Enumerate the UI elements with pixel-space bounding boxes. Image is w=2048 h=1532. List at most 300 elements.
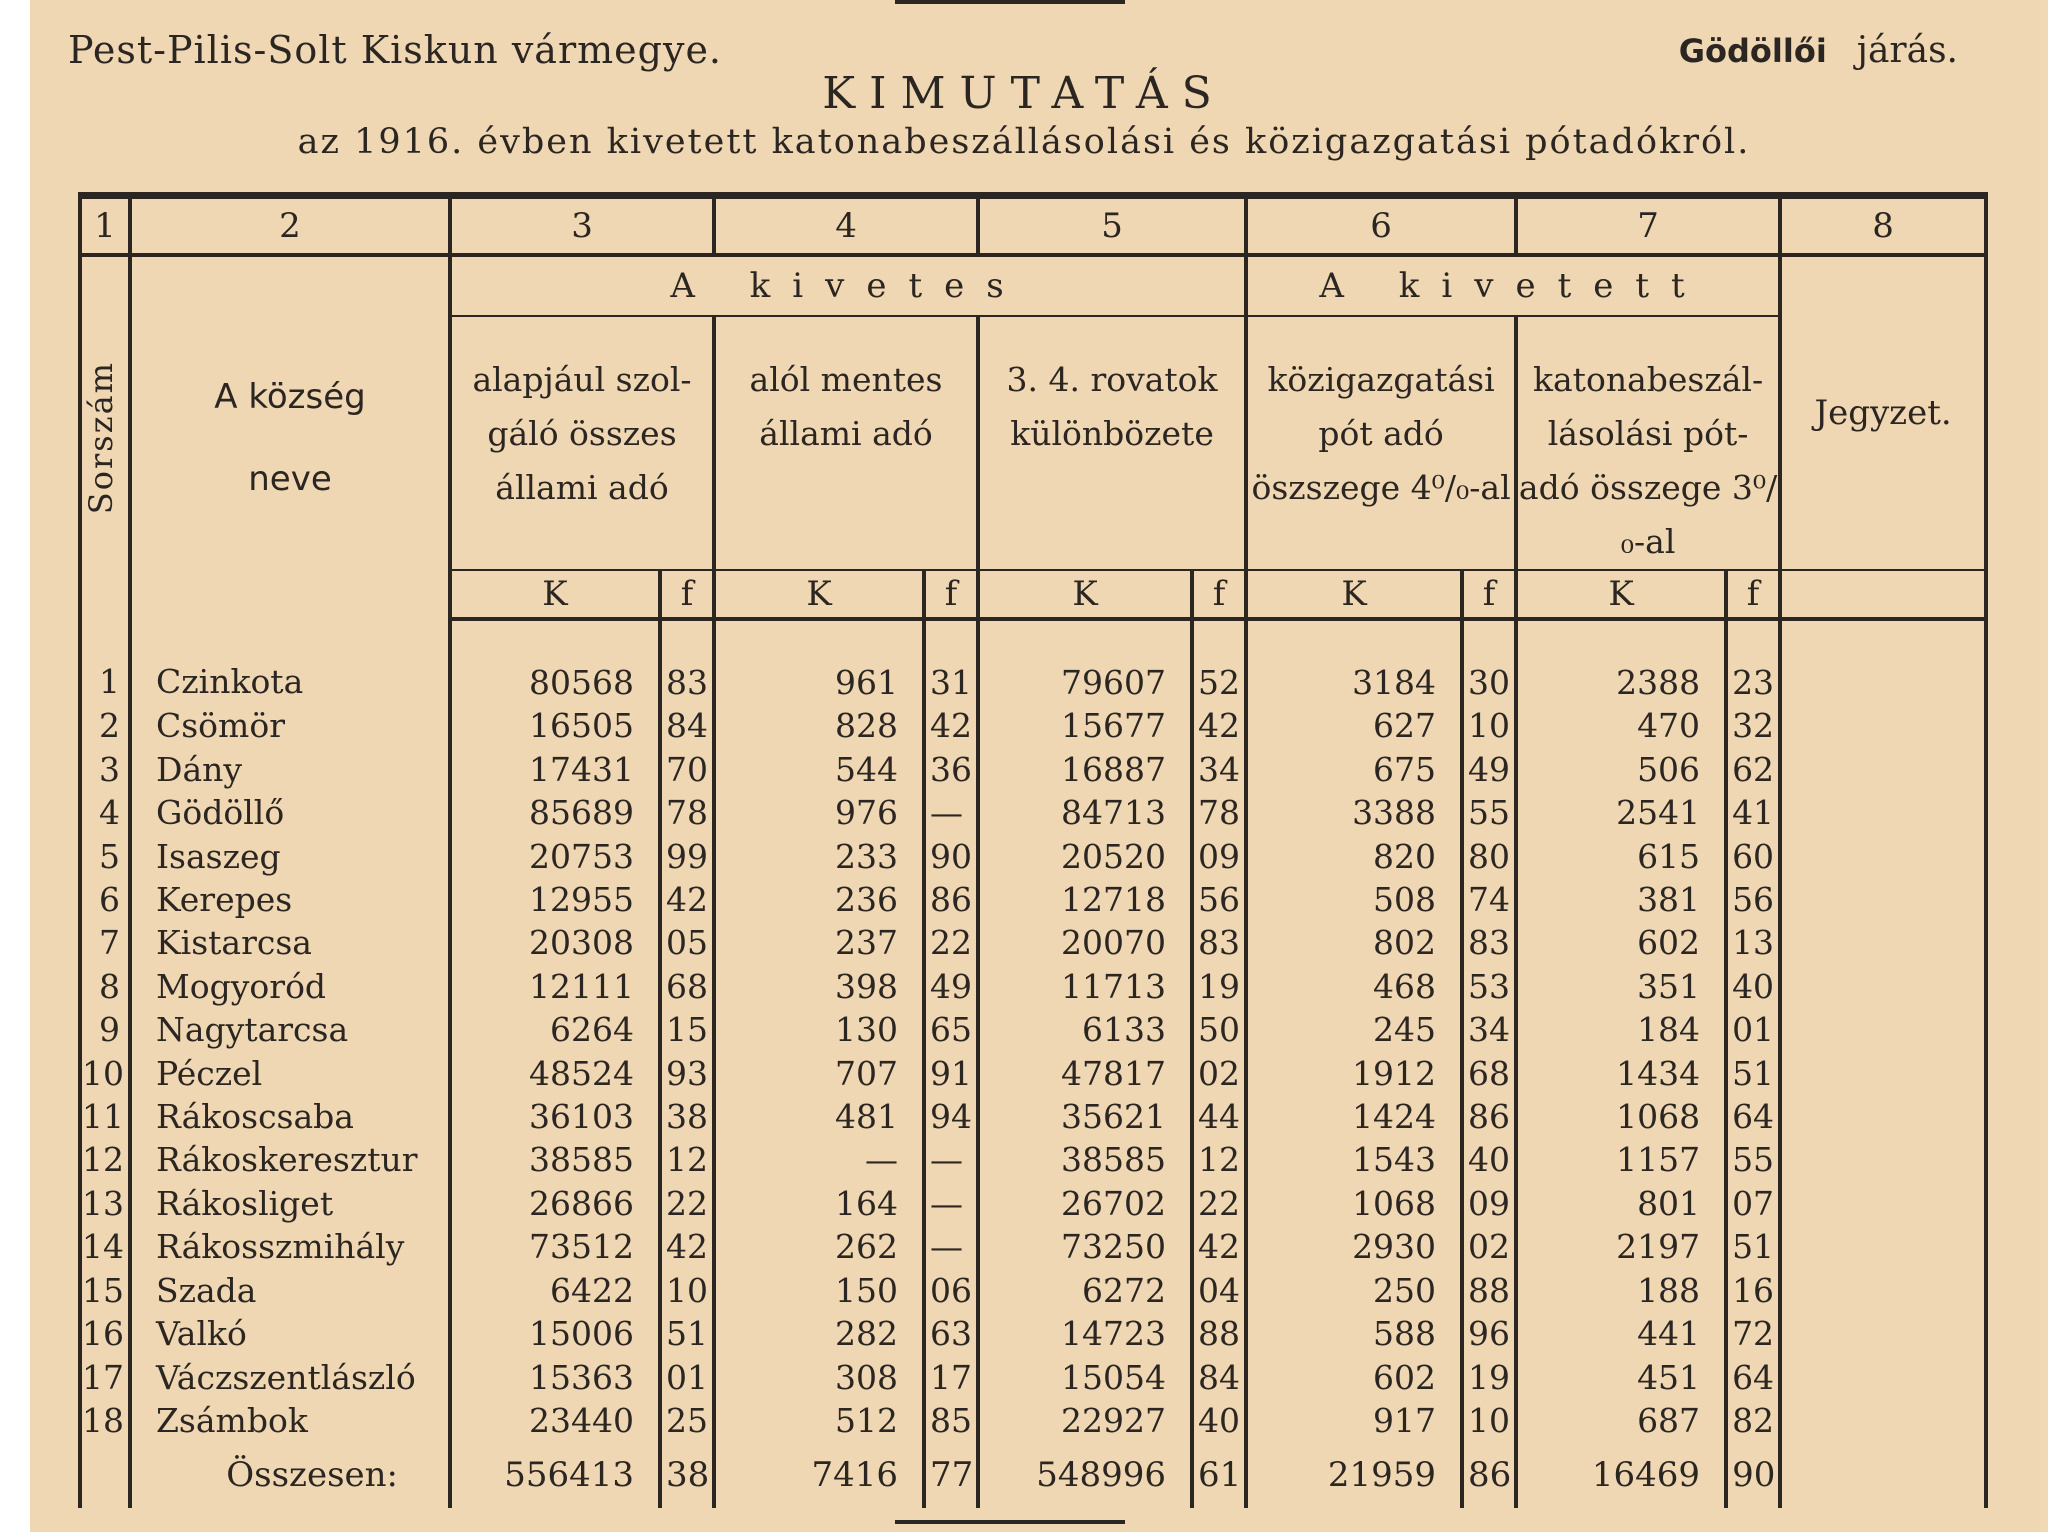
cell-note [1780, 1182, 1986, 1225]
cell-c5k: 35621 [978, 1095, 1192, 1138]
cell-c3k: 26866 [450, 1182, 660, 1225]
cell-n: 7 [80, 921, 130, 964]
table-row [80, 1312, 1986, 1355]
cell-c5k: 15677 [978, 704, 1192, 747]
cell-c7k: 451 [1516, 1356, 1726, 1399]
cell-c5k: 22927 [978, 1399, 1192, 1442]
cell-c3k: 6264 [450, 1008, 660, 1051]
cell-n: 18 [80, 1399, 130, 1442]
cell-c4f: 94 [924, 1095, 978, 1138]
cell-c3f: 01 [660, 1356, 714, 1399]
cell-c5k: 15054 [978, 1356, 1192, 1399]
f-label: f [660, 570, 714, 619]
cell-c4k: 481 [714, 1095, 924, 1138]
cell-c5k: 11713 [978, 965, 1192, 1008]
cell-c7k: 470 [1516, 704, 1726, 747]
top-rule [895, 0, 1125, 4]
cell-c4k: — [714, 1138, 924, 1181]
district-bold: Gödöllői [1678, 32, 1827, 70]
cell-c6k: 602 [1246, 1356, 1462, 1399]
cell-c4f: 31 [924, 619, 978, 704]
cell-c6k: 675 [1246, 748, 1462, 791]
table-row [80, 791, 1986, 834]
cell-c6k: 468 [1246, 965, 1462, 1008]
k-label: K [1516, 570, 1726, 619]
cell-c5f: 04 [1192, 1269, 1246, 1312]
cell-c5k: 79607 [978, 619, 1192, 704]
cell-c7k: 184 [1516, 1008, 1726, 1051]
jegyzet-header: Jegyzet. [1780, 255, 1986, 570]
f-label: f [1462, 570, 1516, 619]
cell-c4k: 233 [714, 835, 924, 878]
cell-c7f: 56 [1726, 878, 1780, 921]
table-row [80, 1356, 1986, 1399]
table-row [80, 619, 1986, 704]
cell-c7k: 351 [1516, 965, 1726, 1008]
cell-c3k: 85689 [450, 791, 660, 834]
cell-c3f: 42 [660, 1225, 714, 1268]
cell-n: 8 [80, 965, 130, 1008]
cell-c7f: 64 [1726, 1356, 1780, 1399]
cell-name: Szada [130, 1269, 450, 1312]
cell-c6f: 34 [1462, 1008, 1516, 1051]
table-row [80, 704, 1986, 747]
cell-c5k: 84713 [978, 791, 1192, 834]
k-label: K [978, 570, 1192, 619]
sorszam-header [80, 255, 130, 619]
cell-c6k: 820 [1246, 835, 1462, 878]
cell-note [1780, 1356, 1986, 1399]
cell-n: 6 [80, 878, 130, 921]
cell-c6k: 1068 [1246, 1182, 1462, 1225]
cell-c3k: 23440 [450, 1399, 660, 1442]
col-num: 8 [1780, 196, 1986, 256]
cell-c3k: 16505 [450, 704, 660, 747]
cell-c6f: 80 [1462, 835, 1516, 878]
cell-c3f: 83 [660, 619, 714, 704]
cell-c5f: 42 [1192, 1225, 1246, 1268]
bottom-rule [895, 1520, 1125, 1524]
cell-c5k: 14723 [978, 1312, 1192, 1355]
table-row [80, 921, 1986, 964]
kozseg-header [130, 255, 450, 619]
cell-c5k: 20520 [978, 835, 1192, 878]
k-label: K [450, 570, 660, 619]
cell-c7f: 51 [1726, 1052, 1780, 1095]
cell-n: 5 [80, 835, 130, 878]
cell-c6f: 53 [1462, 965, 1516, 1008]
cell-name: Czinkota [130, 619, 450, 704]
cell-name: Váczszentlászló [130, 1356, 450, 1399]
cell-c3f: 70 [660, 748, 714, 791]
cell-c3k: 15006 [450, 1312, 660, 1355]
cell-name: Rákosliget [130, 1182, 450, 1225]
cell-c4k: 976 [714, 791, 924, 834]
cell-c3k: 20753 [450, 835, 660, 878]
cell-c7k: 602 [1516, 921, 1726, 964]
cell-c5f: 09 [1192, 835, 1246, 878]
cell-n: 16 [80, 1312, 130, 1355]
kozseg-line2: neve [248, 459, 332, 499]
cell-c7k: 188 [1516, 1269, 1726, 1312]
cell-c4f: 17 [924, 1356, 978, 1399]
column-number-row [80, 196, 1986, 256]
cell-name: Gödöllő [130, 791, 450, 834]
cell-c3k: 80568 [450, 619, 660, 704]
k-label: K [714, 570, 924, 619]
cell-c3k: 6422 [450, 1269, 660, 1312]
cell-c4k: 237 [714, 921, 924, 964]
cell-c4k: 308 [714, 1356, 924, 1399]
cell-c4k: 282 [714, 1312, 924, 1355]
cell-c7f: 07 [1726, 1182, 1780, 1225]
cell-c3f: 12 [660, 1138, 714, 1181]
cell-c7f: 01 [1726, 1008, 1780, 1051]
table-row [80, 748, 1986, 791]
sorszam-label: Sorszám [82, 361, 120, 515]
cell-n: 10 [80, 1052, 130, 1095]
page-title: KIMUTATÁS [822, 68, 1226, 119]
cell-c7k: 2388 [1516, 619, 1726, 704]
cell-note [1780, 1095, 1986, 1138]
cell-c7f: 64 [1726, 1095, 1780, 1138]
cell-c7f: 82 [1726, 1399, 1780, 1442]
cell-c3f: 25 [660, 1399, 714, 1442]
cell-c6k: 3388 [1246, 791, 1462, 834]
cell-c5k: 38585 [978, 1138, 1192, 1181]
cell-c7k: 687 [1516, 1399, 1726, 1442]
tax-table [78, 192, 1988, 1508]
table-row [80, 1182, 1986, 1225]
cell-c7k: 2541 [1516, 791, 1726, 834]
table-row [80, 1052, 1986, 1095]
cell-c3f: 93 [660, 1052, 714, 1095]
cell-c3k: 15363 [450, 1356, 660, 1399]
cell-c7k: 1434 [1516, 1052, 1726, 1095]
cell-c5k: 26702 [978, 1182, 1192, 1225]
cell-c6k: 508 [1246, 878, 1462, 921]
cell-c6f: 30 [1462, 619, 1516, 704]
cell-c3f: 15 [660, 1008, 714, 1051]
cell-c5f: 40 [1192, 1399, 1246, 1442]
cell-name: Zsámbok [130, 1399, 450, 1442]
k-label: K [1246, 570, 1462, 619]
cell-c5k: 47817 [978, 1052, 1192, 1095]
cell-c4f: — [924, 1182, 978, 1225]
cell-c4k: 262 [714, 1225, 924, 1268]
cell-c5k: 20070 [978, 921, 1192, 964]
cell-c7k: 615 [1516, 835, 1726, 878]
cell-c7k: 1157 [1516, 1138, 1726, 1181]
cell-c6f: 10 [1462, 704, 1516, 747]
total-empty [80, 1442, 130, 1508]
cell-c4f: — [924, 1138, 978, 1181]
cell-c4k: 150 [714, 1269, 924, 1312]
cell-n: 2 [80, 704, 130, 747]
col7-header: katonabeszál-lásolási pót-adó összege 3⁰/₀-al [1516, 316, 1780, 570]
page-subtitle: az 1916. évben kivetett katonabeszállásolási és közigazgatási pótadókról. [297, 122, 1751, 162]
cell-c3f: 38 [660, 1095, 714, 1138]
cell-c5k: 12718 [978, 878, 1192, 921]
cell-note [1780, 1225, 1986, 1268]
cell-c4k: 512 [714, 1399, 924, 1442]
cell-c5f: 78 [1192, 791, 1246, 834]
cell-n: 17 [80, 1356, 130, 1399]
total-c5k: 548996 [978, 1442, 1192, 1508]
total-c6k: 21959 [1246, 1442, 1462, 1508]
cell-c5f: 42 [1192, 704, 1246, 747]
cell-c4f: 65 [924, 1008, 978, 1051]
cell-c6f: 96 [1462, 1312, 1516, 1355]
cell-name: Csömör [130, 704, 450, 747]
cell-c6f: 19 [1462, 1356, 1516, 1399]
cell-c5f: 12 [1192, 1138, 1246, 1181]
cell-c6f: 40 [1462, 1138, 1516, 1181]
cell-name: Péczel [130, 1052, 450, 1095]
cell-c7k: 381 [1516, 878, 1726, 921]
cell-c7f: 23 [1726, 619, 1780, 704]
cell-c3f: 99 [660, 835, 714, 878]
cell-c5f: 56 [1192, 878, 1246, 921]
col-num: 2 [130, 196, 450, 256]
cell-c6f: 09 [1462, 1182, 1516, 1225]
table-row [80, 1399, 1986, 1442]
total-c7f: 90 [1726, 1442, 1780, 1508]
cell-c3k: 20308 [450, 921, 660, 964]
cell-c3f: 68 [660, 965, 714, 1008]
cell-note [1780, 878, 1986, 921]
cell-c4f: 42 [924, 704, 978, 747]
table-row [80, 965, 1986, 1008]
cell-c5k: 73250 [978, 1225, 1192, 1268]
cell-c4f: — [924, 791, 978, 834]
cell-note [1780, 1138, 1986, 1181]
cell-c3k: 73512 [450, 1225, 660, 1268]
total-c4f: 77 [924, 1442, 978, 1508]
table-row [80, 1008, 1986, 1051]
cell-name: Mogyoród [130, 965, 450, 1008]
cell-c3k: 36103 [450, 1095, 660, 1138]
cell-c4k: 961 [714, 619, 924, 704]
total-empty [1780, 1442, 1986, 1508]
cell-c7f: 16 [1726, 1269, 1780, 1312]
cell-c3f: 84 [660, 704, 714, 747]
cell-n: 9 [80, 1008, 130, 1051]
table-row [80, 835, 1986, 878]
cell-note [1780, 1312, 1986, 1355]
kozseg-line1: A község [214, 377, 366, 417]
cell-c6f: 86 [1462, 1095, 1516, 1138]
cell-c5k: 16887 [978, 748, 1192, 791]
cell-c5f: 83 [1192, 921, 1246, 964]
col5-header: 3. 4. rovatok különbözete [978, 316, 1246, 570]
cell-c3k: 48524 [450, 1052, 660, 1095]
col-num: 3 [450, 196, 714, 256]
cell-c6f: 55 [1462, 791, 1516, 834]
cell-c6f: 10 [1462, 1399, 1516, 1442]
total-c5f: 61 [1192, 1442, 1246, 1508]
cell-c3k: 17431 [450, 748, 660, 791]
cell-note [1780, 619, 1986, 704]
col6-header: közigazgatási pót adó öszszege 4⁰/₀-al [1246, 316, 1516, 570]
cell-c6k: 1543 [1246, 1138, 1462, 1181]
total-row [80, 1442, 1986, 1508]
cell-note [1780, 1399, 1986, 1442]
f-label: f [924, 570, 978, 619]
cell-c6k: 1424 [1246, 1095, 1462, 1138]
cell-c5f: 44 [1192, 1095, 1246, 1138]
cell-c6f: 49 [1462, 748, 1516, 791]
col4-header: alól mentes állami adó [714, 316, 978, 570]
cell-c4f: 49 [924, 965, 978, 1008]
cell-c6f: 74 [1462, 878, 1516, 921]
cell-name: Isaszeg [130, 835, 450, 878]
cell-c4k: 707 [714, 1052, 924, 1095]
cell-note [1780, 791, 1986, 834]
cell-n: 13 [80, 1182, 130, 1225]
cell-c5f: 34 [1192, 748, 1246, 791]
cell-c4k: 164 [714, 1182, 924, 1225]
cell-c3k: 38585 [450, 1138, 660, 1181]
cell-c4f: 91 [924, 1052, 978, 1095]
cell-n: 14 [80, 1225, 130, 1268]
cell-note [1780, 921, 1986, 964]
total-c4k: 7416 [714, 1442, 924, 1508]
cell-c7f: 13 [1726, 921, 1780, 964]
cell-c3k: 12111 [450, 965, 660, 1008]
cell-c5f: 84 [1192, 1356, 1246, 1399]
cell-c4f: 85 [924, 1399, 978, 1442]
cell-c4f: 22 [924, 921, 978, 964]
cell-c7f: 51 [1726, 1225, 1780, 1268]
cell-c3f: 05 [660, 921, 714, 964]
cell-c7k: 441 [1516, 1312, 1726, 1355]
cell-c7f: 32 [1726, 704, 1780, 747]
col-num: 7 [1516, 196, 1780, 256]
district-name [1679, 30, 1958, 71]
col3-header: alapjául szol-gáló összes állami adó [450, 316, 714, 570]
cell-note [1780, 704, 1986, 747]
cell-c7k: 1068 [1516, 1095, 1726, 1138]
cell-name: Kistarcsa [130, 921, 450, 964]
cell-n: 12 [80, 1138, 130, 1181]
cell-c3f: 10 [660, 1269, 714, 1312]
cell-c5f: 22 [1192, 1182, 1246, 1225]
cell-c4f: 06 [924, 1269, 978, 1312]
f-label: f [1192, 570, 1246, 619]
cell-c4f: 90 [924, 835, 978, 878]
jegyzet-kf [1780, 570, 1986, 619]
cell-n: 15 [80, 1269, 130, 1312]
cell-c5f: 52 [1192, 619, 1246, 704]
group-kivetes: A kivetes [450, 255, 1246, 316]
total-c6f: 86 [1462, 1442, 1516, 1508]
cell-note [1780, 1269, 1986, 1312]
cell-c7f: 41 [1726, 791, 1780, 834]
total-c7k: 16469 [1516, 1442, 1726, 1508]
cell-c6k: 250 [1246, 1269, 1462, 1312]
cell-name: Rákoskeresztur [130, 1138, 450, 1181]
cell-c5f: 19 [1192, 965, 1246, 1008]
cell-c4f: — [924, 1225, 978, 1268]
cell-c7f: 62 [1726, 748, 1780, 791]
cell-c6f: 83 [1462, 921, 1516, 964]
col-num: 6 [1246, 196, 1516, 256]
cell-c6f: 68 [1462, 1052, 1516, 1095]
cell-c3f: 51 [660, 1312, 714, 1355]
cell-c4k: 398 [714, 965, 924, 1008]
cell-c4f: 86 [924, 878, 978, 921]
table-row [80, 878, 1986, 921]
scan-edge [0, 0, 30, 1532]
cell-c5f: 88 [1192, 1312, 1246, 1355]
cell-name: Rákoscsaba [130, 1095, 450, 1138]
cell-c6k: 588 [1246, 1312, 1462, 1355]
cell-n: 1 [80, 619, 130, 704]
cell-name: Kerepes [130, 878, 450, 921]
cell-note [1780, 965, 1986, 1008]
total-label: Összesen: [130, 1442, 450, 1508]
cell-c3k: 12955 [450, 878, 660, 921]
cell-c4f: 36 [924, 748, 978, 791]
cell-c3f: 78 [660, 791, 714, 834]
total-c3k: 556413 [450, 1442, 660, 1508]
cell-c7f: 72 [1726, 1312, 1780, 1355]
cell-name: Rákosszmihály [130, 1225, 450, 1268]
cell-c4k: 828 [714, 704, 924, 747]
cell-c5k: 6272 [978, 1269, 1192, 1312]
f-label: f [1726, 570, 1780, 619]
table-body [80, 619, 1986, 1508]
cell-n: 4 [80, 791, 130, 834]
col-num: 5 [978, 196, 1246, 256]
cell-n: 11 [80, 1095, 130, 1138]
cell-c6k: 627 [1246, 704, 1462, 747]
cell-c7f: 40 [1726, 965, 1780, 1008]
cell-c4k: 130 [714, 1008, 924, 1051]
cell-c6k: 3184 [1246, 619, 1462, 704]
cell-c3f: 22 [660, 1182, 714, 1225]
table-row [80, 1225, 1986, 1268]
header-group-row [80, 255, 1986, 316]
cell-c7f: 60 [1726, 835, 1780, 878]
cell-c6k: 802 [1246, 921, 1462, 964]
cell-c7k: 506 [1516, 748, 1726, 791]
cell-c7k: 801 [1516, 1182, 1726, 1225]
cell-c4k: 544 [714, 748, 924, 791]
cell-c3f: 42 [660, 878, 714, 921]
cell-c6k: 1912 [1246, 1052, 1462, 1095]
table-row [80, 1138, 1986, 1181]
cell-c5k: 6133 [978, 1008, 1192, 1051]
table-row [80, 1095, 1986, 1138]
cell-note [1780, 1052, 1986, 1095]
cell-c5f: 50 [1192, 1008, 1246, 1051]
cell-c4k: 236 [714, 878, 924, 921]
table-row [80, 1269, 1986, 1312]
cell-c6k: 2930 [1246, 1225, 1462, 1268]
cell-name: Valkó [130, 1312, 450, 1355]
cell-name: Dány [130, 748, 450, 791]
cell-c7k: 2197 [1516, 1225, 1726, 1268]
county-name: Pest-Pilis-Solt Kiskun vármegye. [68, 28, 723, 72]
col-num: 4 [714, 196, 978, 256]
cell-c6f: 02 [1462, 1225, 1516, 1268]
cell-note [1780, 1008, 1986, 1051]
cell-c6k: 917 [1246, 1399, 1462, 1442]
cell-name: Nagytarcsa [130, 1008, 450, 1051]
total-c3f: 38 [660, 1442, 714, 1508]
